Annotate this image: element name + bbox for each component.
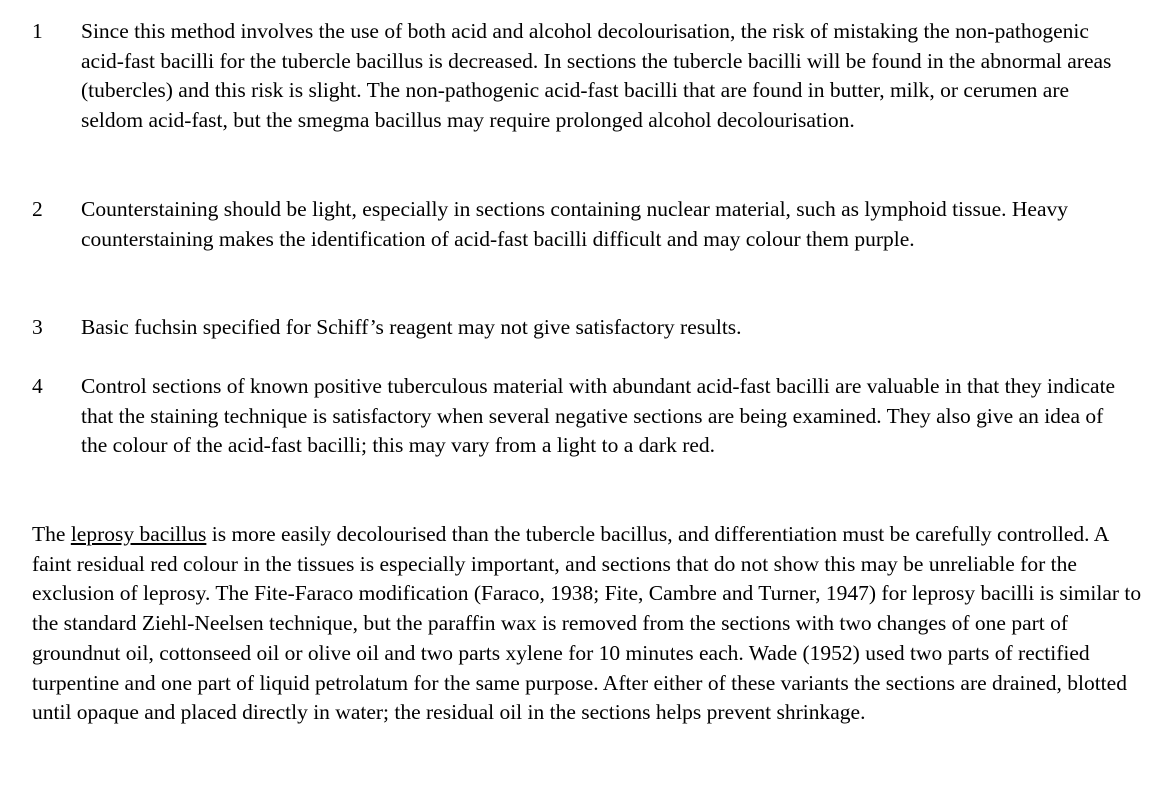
note-number: 4 <box>32 374 43 398</box>
note-text: Since this method involves the use of both acid and alcohol decolourisation, the risk of mistaking the non-pathogenic acid-fast bacilli for the tubercle bacillus is decreased. In sections the tubercle bacilli will be found in the abnormal areas (tubercles) and this risk is slight. The non-pathogenic acid-fast bacilli that are found in butter, milk, or cerumen are seldom acid-fast, but the smegma bacillus may require prolonged alcohol decolourisation. <box>81 19 1112 133</box>
note-number: 3 <box>32 315 43 339</box>
leprosy-bacillus-term: leprosy bacillus <box>70 522 207 546</box>
paragraph-body: is more easily decolourised than the tubercle bacillus, and differentiation must be carefully controlled. A faint residual red colour in the tissues is especially important, and sections that do not show this may be unreliable for the exclusion of leprosy. The Fite-Faraco modification (Faraco, 1938; Fite, Cambre and Turner, 1947) for leprosy bacilli is similar to the standard Ziehl-Neelsen technique, but the paraffin wax is removed from the sections with two changes of one part of groundnut oil, cottonseed oil or olive oil and two parts xylene for 10 minutes each. Wade (1952) used two parts of rectified turpentine and one part of liquid petrolatum for the same purpose. After either of these variants the sections are drained, blotted until opaque and placed directly in water; the residual oil in the sections helps prevent shrinkage. <box>32 522 1142 725</box>
note-text: Counterstaining should be light, especially in sections containing nuclear material, such as lymphoid tissue. Heavy counterstaining makes the identification of acid-fast bacilli difficult and may colour them purple. <box>81 197 1068 251</box>
leprosy-paragraph <box>32 520 1142 728</box>
note-number: 1 <box>32 19 43 43</box>
paragraph-lead: The <box>32 522 71 546</box>
note-text: Control sections of known positive tuberculous material with abundant acid-fast bacilli are valuable in that they indicate that the staining technique is satisfactory when several negative sections are being examined. They also give an idea of the colour of the acid-fast bacilli; this may vary from a light to a dark red. <box>81 374 1116 458</box>
note-text: Basic fuchsin specified for Schiff’s reagent may not give satisfactory results. <box>81 315 742 339</box>
note-number: 2 <box>32 197 43 221</box>
